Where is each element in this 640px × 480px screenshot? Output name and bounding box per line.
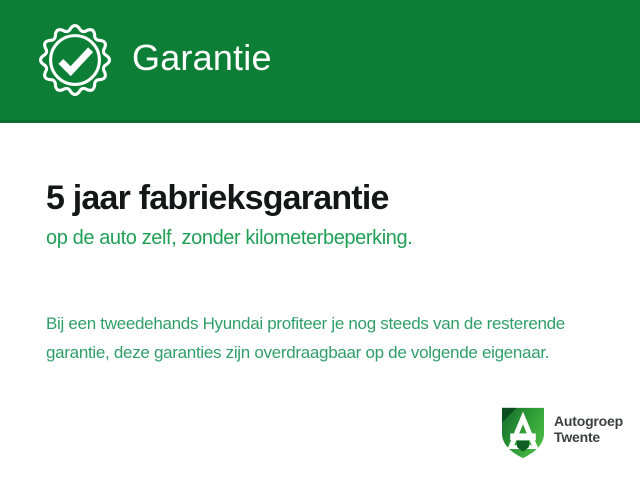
- body-text-line-1: Bij een tweedehands Hyundai profiteer je nog steeds van de resterende: [46, 314, 565, 333]
- shield-a-icon: [500, 406, 546, 459]
- garantie-banner: [0, 0, 640, 123]
- subheading: op de auto zelf, zonder kilometerbeperking.: [46, 227, 413, 249]
- logo-text-line-2: Twente: [554, 429, 600, 445]
- content-area: [0, 123, 640, 367]
- body-text-line-2: garantie, deze garanties zijn overdraagbaar op de volgende eigenaar.: [46, 343, 550, 362]
- seal-check-icon: [36, 21, 114, 99]
- banner-title: Garantie: [132, 37, 272, 78]
- logo-text-line-1: Autogroep: [554, 413, 623, 429]
- body-text: [46, 309, 640, 367]
- page-title: 5 jaar fabrieksgarantie: [46, 179, 389, 217]
- autogroep-twente-logo: [500, 406, 623, 459]
- logo-text: [554, 413, 623, 445]
